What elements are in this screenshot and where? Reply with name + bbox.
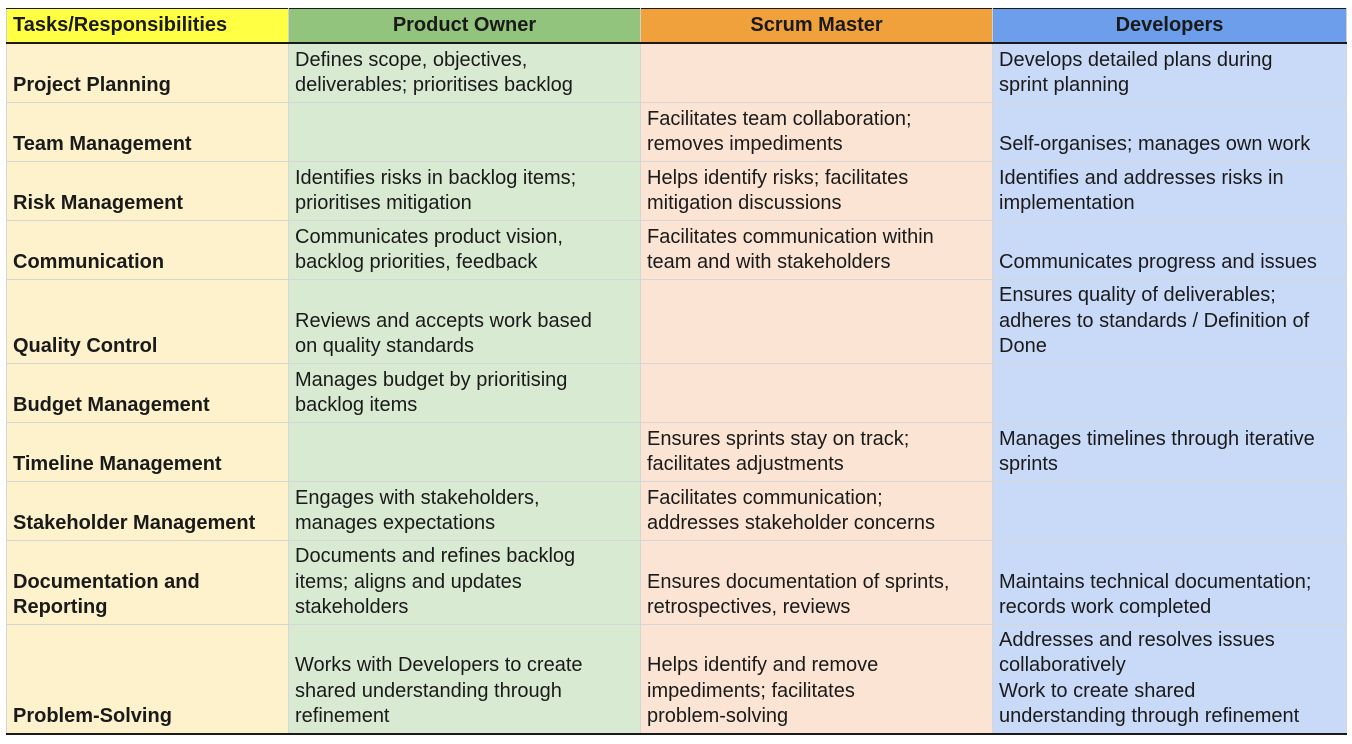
cell-text-line: Quality Control bbox=[13, 335, 158, 357]
table-row bbox=[7, 220, 1347, 279]
cell-text-line: Communicates progress and issues bbox=[999, 251, 1317, 273]
table-row bbox=[7, 279, 1347, 363]
table-row bbox=[7, 624, 1347, 734]
cell-text-line: Ensures quality of deliverables; bbox=[999, 284, 1276, 306]
developers-cell[interactable] bbox=[993, 624, 1347, 734]
cell-text-line: Done bbox=[999, 335, 1047, 357]
header-developers[interactable]: Developers bbox=[993, 9, 1347, 44]
cell-text-line: Timeline Management bbox=[13, 453, 222, 475]
cell-text-line: Project Planning bbox=[13, 74, 171, 96]
cell-text-line: understanding through refinement bbox=[999, 705, 1300, 727]
table-row bbox=[7, 102, 1347, 161]
table-row bbox=[7, 422, 1347, 481]
task-cell[interactable] bbox=[7, 102, 289, 161]
product-owner-cell[interactable] bbox=[289, 279, 641, 363]
task-cell[interactable] bbox=[7, 279, 289, 363]
cell-text-line: removes impediments bbox=[647, 133, 843, 155]
scrum-master-cell[interactable] bbox=[641, 540, 993, 624]
responsibilities-sheet bbox=[6, 8, 1346, 735]
product-owner-cell[interactable] bbox=[289, 161, 641, 220]
scrum-master-cell[interactable] bbox=[641, 363, 993, 422]
cell-text-line: facilitates adjustments bbox=[647, 453, 844, 475]
cell-text-line: Addresses and resolves issues bbox=[999, 628, 1275, 651]
cell-text-line: implementation bbox=[999, 192, 1135, 214]
developers-cell[interactable] bbox=[993, 43, 1347, 102]
cell-text-line: Reviews and accepts work based bbox=[295, 309, 592, 332]
task-cell[interactable] bbox=[7, 422, 289, 481]
scrum-master-cell[interactable] bbox=[641, 624, 993, 734]
developers-cell[interactable] bbox=[993, 363, 1347, 422]
cell-text-line: refinement bbox=[295, 705, 390, 727]
cell-text-line: sprint planning bbox=[999, 74, 1130, 96]
developers-cell[interactable] bbox=[993, 422, 1347, 481]
cell-text-line: Defines scope, objectives, bbox=[295, 48, 528, 71]
cell-text-line: Facilitates communication; bbox=[647, 486, 883, 509]
task-cell[interactable] bbox=[7, 540, 289, 624]
product-owner-cell[interactable] bbox=[289, 540, 641, 624]
cell-text-line: Communication bbox=[13, 251, 165, 273]
task-cell[interactable] bbox=[7, 481, 289, 540]
cell-text-line: Helps identify and remove bbox=[647, 654, 879, 676]
cell-text-line: Manages timelines through iterative bbox=[999, 427, 1315, 450]
cell-text-line: manages expectations bbox=[295, 512, 496, 534]
header-tasks[interactable]: Tasks/Responsibilities bbox=[7, 9, 289, 44]
task-cell[interactable] bbox=[7, 624, 289, 734]
cell-text-line: Budget Management bbox=[13, 394, 210, 416]
cell-text-line: stakeholders bbox=[295, 596, 409, 618]
developers-cell[interactable] bbox=[993, 279, 1347, 363]
cell-text-line: Documents and refines backlog bbox=[295, 545, 576, 567]
product-owner-cell[interactable] bbox=[289, 363, 641, 422]
cell-text-line: Documentation and bbox=[13, 570, 200, 593]
cell-text-line: backlog items bbox=[295, 394, 418, 416]
developers-cell[interactable] bbox=[993, 161, 1347, 220]
cell-text-line: adheres to standards / Definition of bbox=[999, 309, 1310, 332]
header-row bbox=[7, 9, 1347, 44]
scrum-master-cell[interactable] bbox=[641, 43, 993, 102]
developers-cell[interactable] bbox=[993, 102, 1347, 161]
product-owner-cell[interactable] bbox=[289, 102, 641, 161]
cell-text-line: Identifies and addresses risks in bbox=[999, 166, 1284, 189]
table-row bbox=[7, 481, 1347, 540]
product-owner-cell[interactable] bbox=[289, 220, 641, 279]
task-cell[interactable] bbox=[7, 43, 289, 102]
cell-text-line: deliverables; prioritises backlog bbox=[295, 74, 573, 96]
scrum-master-cell[interactable] bbox=[641, 161, 993, 220]
cell-text-line: on quality standards bbox=[295, 335, 475, 357]
cell-text-line: Communicates product vision, bbox=[295, 225, 563, 248]
product-owner-cell[interactable] bbox=[289, 43, 641, 102]
scrum-master-cell[interactable] bbox=[641, 481, 993, 540]
scrum-master-cell[interactable] bbox=[641, 422, 993, 481]
cell-text-line: collaboratively bbox=[999, 654, 1126, 676]
product-owner-cell[interactable] bbox=[289, 481, 641, 540]
cell-text-line: Problem-Solving bbox=[13, 705, 172, 727]
cell-text-line: problem-solving bbox=[647, 705, 789, 727]
table-row bbox=[7, 43, 1347, 102]
developers-cell[interactable] bbox=[993, 540, 1347, 624]
cell-text-line: team and with stakeholders bbox=[647, 251, 891, 273]
cell-text-line: Helps identify risks; facilitates bbox=[647, 166, 909, 189]
table-row bbox=[7, 161, 1347, 220]
cell-text-line: Identifies risks in backlog items; bbox=[295, 166, 577, 189]
cell-text-line: Self-organises; manages own work bbox=[999, 133, 1311, 155]
cell-text-line: prioritises mitigation bbox=[295, 192, 472, 214]
task-cell[interactable] bbox=[7, 161, 289, 220]
table-row bbox=[7, 363, 1347, 422]
cell-text-line: Team Management bbox=[13, 133, 192, 155]
cell-text-line: Works with Developers to create bbox=[295, 654, 583, 676]
cell-text-line: backlog priorities, feedback bbox=[295, 251, 538, 273]
cell-text-line: Facilitates communication within bbox=[647, 225, 934, 248]
cell-text-line: items; aligns and updates bbox=[295, 570, 522, 593]
cell-text-line: Stakeholder Management bbox=[13, 512, 256, 534]
task-cell[interactable] bbox=[7, 220, 289, 279]
table-row bbox=[7, 540, 1347, 624]
cell-text-line: Ensures documentation of sprints, bbox=[647, 570, 950, 593]
cell-text-line: Reporting bbox=[13, 596, 108, 618]
developers-cell[interactable] bbox=[993, 481, 1347, 540]
cell-text-line: addresses stakeholder concerns bbox=[647, 512, 935, 534]
scrum-master-cell[interactable] bbox=[641, 279, 993, 363]
cell-text-line: impediments; facilitates bbox=[647, 679, 855, 702]
product-owner-cell[interactable] bbox=[289, 624, 641, 734]
cell-text-line: sprints bbox=[999, 453, 1058, 475]
cell-text-line: shared understanding through bbox=[295, 679, 562, 702]
cell-text-line: Risk Management bbox=[13, 192, 184, 214]
cell-text-line: Develops detailed plans during bbox=[999, 48, 1273, 71]
header-scrum-master[interactable]: Scrum Master bbox=[641, 9, 993, 44]
responsibilities-table bbox=[6, 8, 1347, 735]
cell-text-line: mitigation discussions bbox=[647, 192, 842, 214]
cell-text-line: Facilitates team collaboration; bbox=[647, 107, 912, 130]
cell-text-line: Work to create shared bbox=[999, 679, 1196, 702]
scrum-master-cell[interactable] bbox=[641, 220, 993, 279]
product-owner-cell[interactable] bbox=[289, 422, 641, 481]
cell-text-line: Manages budget by prioritising bbox=[295, 368, 568, 391]
cell-text-line: Engages with stakeholders, bbox=[295, 486, 540, 509]
task-cell[interactable] bbox=[7, 363, 289, 422]
header-product-owner[interactable]: Product Owner bbox=[289, 9, 641, 44]
table-body bbox=[7, 43, 1347, 734]
cell-text-line: records work completed bbox=[999, 596, 1212, 618]
cell-text-line: Ensures sprints stay on track; bbox=[647, 427, 910, 450]
cell-text-line: Maintains technical documentation; bbox=[999, 570, 1312, 593]
cell-text-line: retrospectives, reviews bbox=[647, 596, 851, 618]
developers-cell[interactable] bbox=[993, 220, 1347, 279]
scrum-master-cell[interactable] bbox=[641, 102, 993, 161]
